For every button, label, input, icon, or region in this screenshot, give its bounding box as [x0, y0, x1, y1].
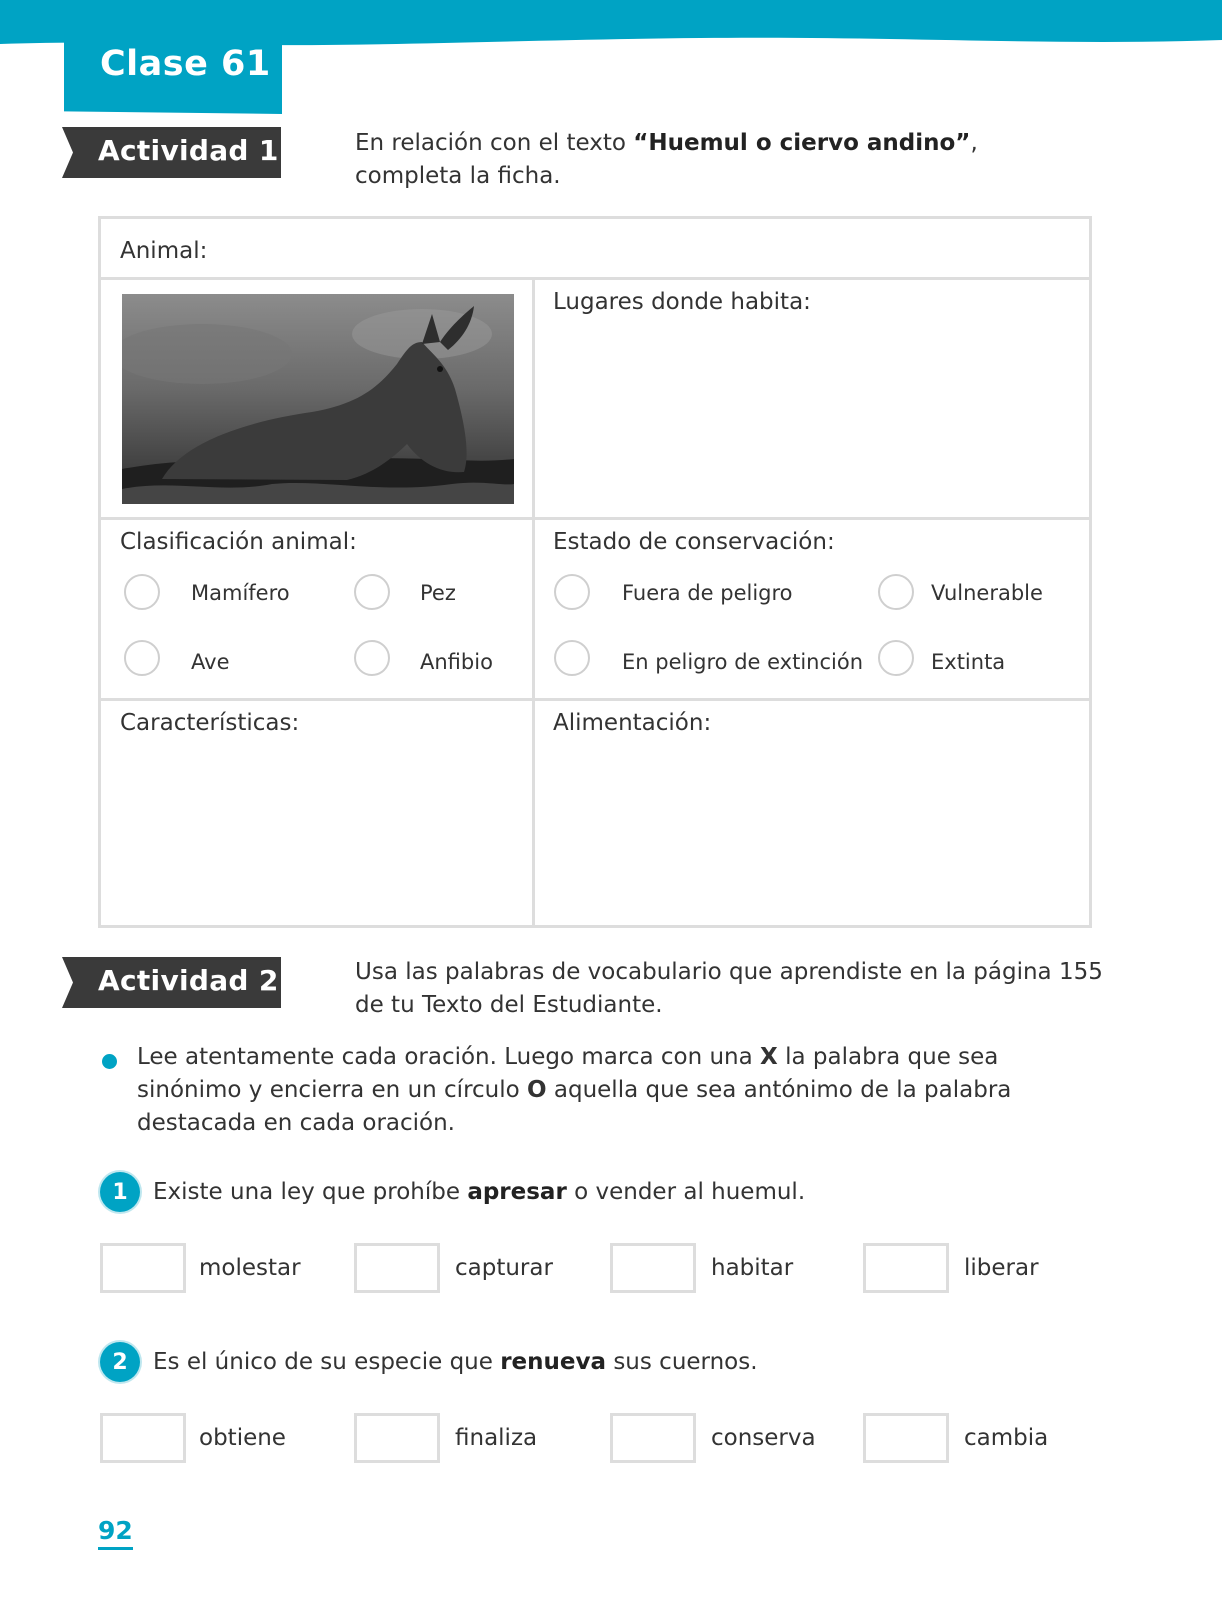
class-title: Clase 61 [100, 44, 271, 84]
option-habitar: habitar [711, 1255, 794, 1281]
option-extinta: Extinta [931, 650, 1006, 674]
x-mark: X [760, 1044, 778, 1070]
option-cambia: cambia [964, 1425, 1049, 1451]
checkbox-capturar[interactable] [354, 1243, 440, 1293]
radio-extinta[interactable] [878, 640, 914, 676]
instruction-text: En relación con el texto [355, 130, 634, 156]
classification-label: Clasificación animal: [120, 529, 357, 555]
diet-label: Alimentación: [553, 710, 712, 736]
habitat-label: Lugares donde habita: [553, 289, 811, 315]
option-obtiene: obtiene [199, 1425, 286, 1451]
bullet-instruction [137, 1041, 1067, 1140]
radio-en-peligro[interactable] [554, 640, 590, 676]
option-fuera-de-peligro: Fuera de peligro [622, 581, 793, 605]
animal-cell[interactable] [98, 216, 1092, 280]
item-2-sentence [153, 1349, 758, 1375]
option-mamifero: Mamífero [191, 581, 290, 605]
option-ave: Ave [191, 650, 230, 674]
option-molestar: molestar [199, 1255, 301, 1281]
checkbox-conserva[interactable] [610, 1413, 696, 1463]
bullet-part2: la palabra que sea sinónimo y encierra en un círculo [137, 1044, 999, 1103]
sentence-after: o vender al huemul. [566, 1179, 806, 1205]
item-2-number: 2 [100, 1342, 140, 1382]
text-title: “Huemul o ciervo andino” [633, 130, 971, 156]
checkbox-habitar[interactable] [610, 1243, 696, 1293]
radio-pez[interactable] [354, 574, 390, 610]
bullet-part3: aquella que sea antónimo de la palabra destacada en cada oración. [137, 1077, 1012, 1136]
instruction-line2: de tu Texto del Estudiante. [355, 992, 663, 1018]
sentence-before: Es el único de su especie que [153, 1349, 501, 1375]
checkbox-obtiene[interactable] [100, 1413, 186, 1463]
bullet-dot [102, 1054, 117, 1069]
option-anfibio: Anfibio [420, 650, 493, 674]
item-1-sentence [153, 1179, 805, 1205]
checkbox-cambia[interactable] [863, 1413, 949, 1463]
option-pez: Pez [420, 581, 456, 605]
radio-fuera-de-peligro[interactable] [554, 574, 590, 610]
radio-anfibio[interactable] [354, 640, 390, 676]
features-label: Características: [120, 710, 300, 736]
activity-2-label: Actividad 2 [98, 964, 279, 997]
activity-1-label: Actividad 1 [98, 134, 279, 167]
option-liberar: liberar [964, 1255, 1039, 1281]
sentence-after: sus cuernos. [606, 1349, 758, 1375]
instruction-text-line2: completa la ficha. [355, 163, 561, 189]
sentence-keyword: apresar [467, 1179, 567, 1205]
item-1-number: 1 [100, 1172, 140, 1212]
option-vulnerable: Vulnerable [931, 581, 1043, 605]
conservation-label: Estado de conservación: [553, 529, 835, 555]
instruction-punct: , [970, 130, 978, 156]
checkbox-finaliza[interactable] [354, 1413, 440, 1463]
bullet-part1: Lee atentamente cada oración. Luego marca con una [137, 1044, 761, 1070]
activity-2-instruction [355, 956, 1115, 1022]
checkbox-liberar[interactable] [863, 1243, 949, 1293]
page-number: 92 [98, 1516, 133, 1550]
option-en-peligro: En peligro de extinción [622, 650, 864, 674]
huemul-photo [122, 294, 514, 504]
option-capturar: capturar [455, 1255, 553, 1281]
sentence-keyword: renueva [500, 1349, 607, 1375]
radio-mamifero[interactable] [124, 574, 160, 610]
radio-vulnerable[interactable] [878, 574, 914, 610]
o-mark: O [527, 1077, 547, 1103]
sentence-before: Existe una ley que prohíbe [153, 1179, 468, 1205]
radio-ave[interactable] [124, 640, 160, 676]
option-conserva: conserva [711, 1425, 816, 1451]
checkbox-molestar[interactable] [100, 1243, 186, 1293]
activity-1-instruction [355, 127, 1115, 193]
instruction-line1: Usa las palabras de vocabulario que aprendiste en la página 155 [355, 959, 1103, 985]
option-finaliza: finaliza [455, 1425, 538, 1451]
animal-label: Animal: [120, 238, 208, 264]
